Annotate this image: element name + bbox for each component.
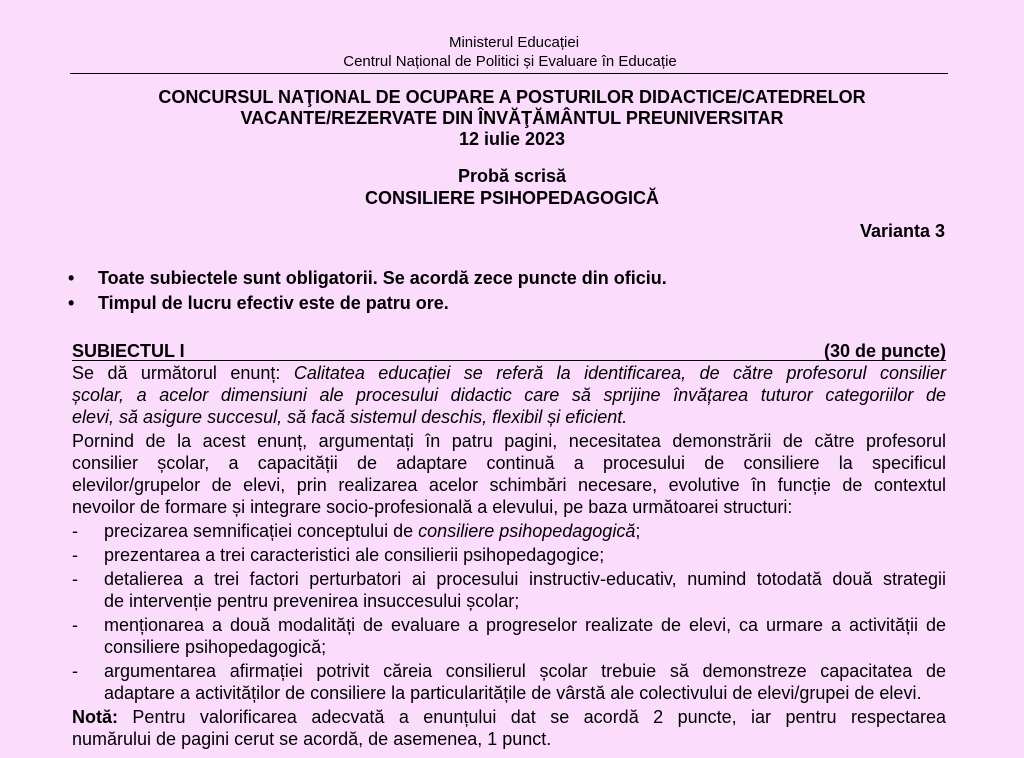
note-line: numărului de pagini cerut se acordă, de asemenea, 1 punct. <box>72 729 552 749</box>
bullet-icon: • <box>68 268 75 288</box>
title-line-2: VACANTE/REZERVATE DIN ÎNVĂŢĂMÂNTUL PREUNIVERSITAR <box>240 108 784 128</box>
statement-line: elevi, să asigure succesul, să facă sistemul deschis, flexibil și eficient. <box>72 407 628 427</box>
task-line: Pornind de la acest enunț, argumentați în patru pagini, necesitatea demonstrării de către profesorul <box>72 431 946 451</box>
list-item-cont: de intervenție pentru prevenirea insuccesului școlar; <box>104 591 520 611</box>
title-line-1: CONCURSUL NAŢIONAL DE OCUPARE A POSTURILOR DIDACTICE/CATEDRELOR <box>158 87 866 107</box>
list-item: argumentarea afirmației potrivit căreia consilierul școlar trebuie să demonstreze capacitatea de <box>104 661 946 681</box>
section-name: SUBIECTUL I <box>72 341 185 361</box>
section-header <box>72 341 946 363</box>
statement-lead: Se dă următorul enunț: <box>72 363 294 383</box>
exam-date: 12 iulie 2023 <box>458 129 566 149</box>
statement-quote: Calitatea educației se referă la identificarea, de către profesorul consilier <box>293 363 946 383</box>
ministry-name: Ministerul Educației <box>448 34 580 51</box>
list-item: menționarea a două modalități de evaluare a progreselor realizate de elevi, ca urmare a activității de <box>104 615 946 635</box>
variant-label: Varianta 3 <box>859 221 945 241</box>
list-item: prezentarea a trei caracteristici ale consilierii psihopedagogice; <box>104 545 605 565</box>
list-item-cont: consiliere psihopedagogică; <box>104 637 327 657</box>
task-line: nevoilor de formare și integrare socio-profesională a elevului, pe baza următoarei structuri: <box>72 497 793 517</box>
list-item-cont: adaptare a activităților de consiliere la particularitățile de vârstă ale colectivului de elevi/grupei de elevi. <box>104 683 922 703</box>
list-dash: - <box>72 661 78 681</box>
section-points: (30 de puncte) <box>823 341 946 361</box>
list-dash: - <box>72 545 78 565</box>
bullet-icon: • <box>68 293 75 313</box>
instruction-text: Toate subiectele sunt obligatorii. Se acordă zece puncte din oficiu. <box>98 268 667 288</box>
header-divider <box>70 73 948 74</box>
list-item: precizarea semnificației conceptului de consiliere psihopedagogică; <box>104 521 641 541</box>
list-dash: - <box>72 569 78 589</box>
statement-line <box>72 362 946 384</box>
task-line: consilier școlar, a capacității de adaptare continuă a procesului de consiliere la specificul <box>72 453 946 473</box>
center-name: Centrul Național de Politici și Evaluare în Educație <box>343 53 677 70</box>
instruction-text: Timpul de lucru efectiv este de patru ore. <box>98 293 449 313</box>
list-item: detalierea a trei factori perturbatori ai procesului instructiv-educativ, numind totodată două strategii <box>104 569 946 589</box>
exam-type: Probă scrisă <box>457 166 567 186</box>
list-dash: - <box>72 615 78 635</box>
note-label: Notă: <box>72 707 118 727</box>
statement-line: școlar, a acelor dimensiuni ale procesului didactic care să sprijine învățarea tuturor categoriilor de <box>72 385 946 405</box>
note-line <box>72 706 946 728</box>
exam-subject: CONSILIERE PSIHOPEDAGOGICĂ <box>364 188 660 208</box>
task-line: elevilor/grupelor de elevi, prin realizarea acelor schimbări necesare, evolutive în funcție de contextul <box>72 475 946 495</box>
note-text: Pentru valorificarea adecvată a enunțului dat se acordă 2 puncte, iar pentru respectarea <box>118 707 946 727</box>
section-underline <box>72 360 946 361</box>
list-dash: - <box>72 521 78 541</box>
